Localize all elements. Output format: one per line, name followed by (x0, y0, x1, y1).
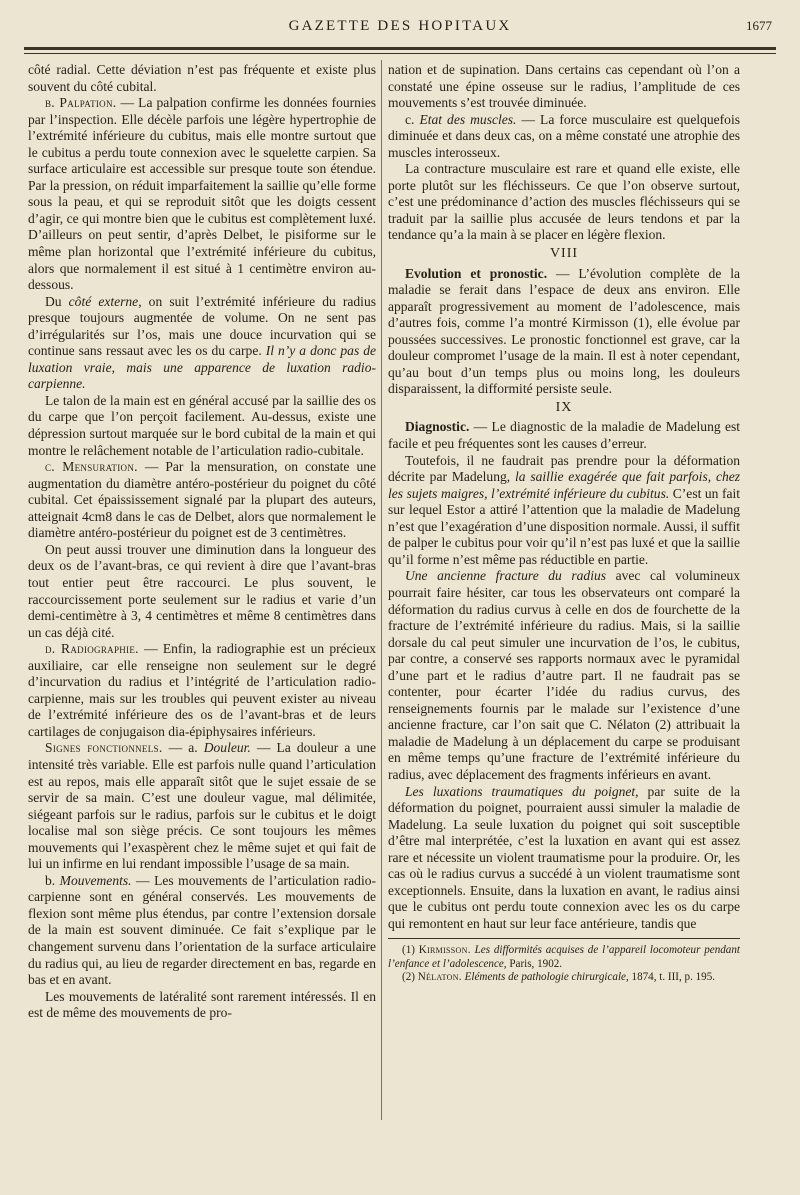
running-title: GAZETTE DES HOPITAUX (288, 18, 512, 34)
page-header (24, 14, 776, 44)
paragraph-text: — Enfin, la radiographie est un précieux auxiliaire, car elle renseigne non seulement sur le degré d’incurvation du radius et l’intégrité de l’articulation radio-carpienne, mais sur les troubles qui peuvent exister au niveau de l’extrémité inférieure des os de l’avant-bras et de leurs cartilages de conjugaison dia-épiphysaires inférieurs. (28, 641, 376, 739)
footnotes (388, 944, 740, 984)
italic-run: Etat des muscles. (419, 111, 517, 127)
text-run: Toutefois, il ne faudrait pas prendre pour la déformation décrite par Madelung, (388, 452, 740, 485)
paragraph-cote-externe (28, 294, 376, 393)
section-label: d. Radiographie. (45, 641, 139, 657)
section-heading: Diagnostic. (405, 419, 470, 435)
paragraph (388, 453, 740, 569)
paragraph-mouvements (28, 873, 376, 989)
footnote-number: (2) (402, 971, 418, 984)
text-run: — a. (162, 740, 204, 756)
paragraph-text: avec cal volumineux pourrait faire hésiter, car tous les observateurs ont comparé la déformation du radius curvus à celle en dos de fourchette de la fracture de l’extrémité inférieure du radius. Mais, si la saillie dorsale du cal peut simuler une incurvation de l’os, le cubitus, par contre, a conservé ses rapports normaux avec le pyramidal d’une part et le radius d’autre part. Il ne faudrait pas se contenter, pour écarter l’idée du radius curvus, des renseignements fournis par le malade sur l’existence d’une ancienne fracture, car l’on sait que C. Nélaton (2) attribuait la maladie de Madelung à un déplacement du carpe se produisant en même temps qu’une fracture de l’extrémité inférieure du radius, avec déplacement des fragments inférieurs en avant. (388, 568, 741, 782)
paragraph-palpation (28, 95, 376, 294)
italic-run: côté externe (68, 293, 139, 309)
section-number-ix: IX (555, 399, 573, 415)
section-number-viii: VIII (549, 246, 579, 262)
section-label: b. Palpation. (45, 95, 117, 111)
footnote-1 (388, 944, 740, 971)
page-number: 1677 (746, 18, 772, 33)
footnote-number: (1) (402, 944, 419, 957)
paragraph: Les mouvements de latéralité sont rarement intéressés. Il en est de même des mouvements de pro- (28, 988, 376, 1021)
footnote-text: Paris, 1902. (506, 957, 563, 970)
footnote-rule (388, 938, 740, 939)
paragraph-muscles (388, 112, 740, 162)
paragraph-luxations (388, 784, 740, 933)
paragraph-text: — La douleur a une intensité très variable. Elle est parfois nulle quand l’articulation est au repos, mais elle apparaît sitôt que le sujet essaie de se servir de sa main. C’est une douleur vague, mal délimitée, siégeant parfois sur le radius, parfois sur le cubitus et le doigt localise mal son siège précis. Ce sont toujours les mêmes mouvements qui l’exaspèrent chez le même sujet et qui fait de lui un infirme en lui rendant impossible l’usage de sa main. (28, 740, 377, 872)
left-column (28, 62, 376, 1022)
text-run: , on suit l’extrémité inférieure du radius presque toujours augmentée de volume. On ne sent pas d’irrégularités sur l’os, mais une douce incurvation qui se continue sans ressaut avec les os du carpe. (28, 293, 376, 359)
text-run: Du (45, 293, 69, 309)
footnote-author: Kirmisson. (418, 944, 471, 957)
text-run: b. (45, 872, 60, 888)
text-run: C’est un fait sur lequel Estor a attiré l’attention que la maladie de Madelung n’est que l’exagération d’une disposition normale. Aussi, il suffit de palper le cubitus pour voir qu’il n’est pas luxé et que la saillie qu’il forme n’est même pas réductible en partie. (388, 485, 740, 567)
paragraph-signes-fonctionnels (28, 740, 376, 872)
italic-run: Une ancienne fracture du radius (405, 568, 607, 584)
italic-run: Les luxations traumatiques du poignet (405, 783, 636, 799)
footnote-2 (388, 971, 740, 984)
paragraph-text: — Le diagnostic de la maladie de Madelung est facile et peu fréquentes sont les causes d’erreur. (388, 419, 740, 452)
paragraph: La contracture musculaire est rare et quand elle existe, elle porte plutôt sur les fléchisseurs. Ce que l’on observe surtout, c’est une prédominance d’action des muscles fléchisseurs qui se traduit par la saillie plus accusée de leurs tendons et par la tendance qu’a la main à se placer en légère flexion. (388, 161, 740, 243)
paragraph: côté radial. Cette déviation n’est pas fréquente et existe plus souvent du côté cubital. (28, 62, 376, 94)
paragraph-text: — Les mouvements de l’articulation radio-carpienne sont en général conservés. Les mouvements de flexion sont même plus étendus, par contre l’extension dorsale de la main est souvent diminuée. Ce fait s’explique par le changement survenu dans l’orientation de la surface articulaire du radius qui, au lieu de regarder directement en bas, regarde en bas et en avant. (28, 872, 376, 988)
paragraph: Le talon de la main est en général accusé par la saillie des os du carpe que l’on perçoit facilement. Au-dessus, existe une dépression surtout marquée sur le bord cubital de la main et qui montre le relâchement notable de l’articulation radio-cubitale. (28, 392, 376, 458)
footnote-author: Nélaton. (417, 971, 462, 984)
paragraph-text: — Par la mensuration, on constate une augmentation du diamètre antéro-postérieur du poignet du côté cubital. Cet épaississement signalé par la plupart des auteurs, atteignait 4cm8 dans le cas de Delbet, alors que normalement le diamètre antéro-postérieur du poignet est de 3 centimètres. (28, 459, 376, 541)
text-run: c. (405, 111, 420, 127)
paragraph-evolution (388, 266, 740, 398)
header-rule-thin (24, 53, 776, 54)
section-label: c. Mensuration. (45, 459, 138, 475)
header-rule-thick (24, 47, 776, 50)
footnote-title: Les difformités acquises de l’appareil locomoteur pendant l’enfance et l’adolescence, (388, 944, 740, 970)
paragraph-diagnostic (388, 419, 740, 452)
italic-run: Mouvements. (59, 872, 132, 888)
paragraph: On peut aussi trouver une diminution dans la longueur des deux os de l’avant-bras, ce qui revient à dire que l’avant-bras tout entier peut être raccourci. Le plus souvent, le raccourcissement porte seulement sur le radius et varie d’un demi-centimètre à 3, 4 centimètres et même 8 centimètres dans un cas déjà cité. (28, 541, 376, 640)
right-column (388, 62, 740, 985)
footnote-text: 1874, t. III, p. 195. (628, 971, 716, 984)
italic-run: la saillie exagérée que fait parfois, chez les sujets maigres, l’extrémité inférieure du cubitus. (388, 469, 741, 501)
column-divider (381, 60, 382, 1120)
italic-run: Douleur. (203, 740, 251, 756)
paragraph-mensuration (28, 459, 376, 542)
paragraph-fracture (388, 568, 740, 783)
paragraph-text: — La force musculaire est quelquefois diminuée et dans deux cas, on a même constaté une atrophie des muscles interosseux. (388, 111, 740, 160)
paragraph-text: — La palpation confirme les données fournies par l’inspection. Elle décèle parfois une légère hypertrophie de l’extrémité inférieure du cubitus, mais elle montre surtout que le cubitus a perdu toute connexion avec le squelette carpien. Sa surface articulaire est accessible sur presque toute son étendue. Par la pression, on réduit imparfaitement la saillie qu’elle forme sous la peau, et qui se reproduit sitôt que les doigts cessent d’agir, ce qui montre bien que le cubitus est complètement luxé. D’ailleurs on peut sentir, d’après Delbet, le pisiforme sur le même plan horizontal que l’extrémité inférieure du cubitus, alors que normalement il est situé à 1 centimètre environ au-dessous. (28, 95, 376, 293)
footnote-title: Eléments de pathologie chirurgicale, (461, 971, 629, 984)
paragraph-text: — L’évolution complète de la maladie se ferait dans l’espace de deux ans environ. Elle apparaît progressivement au moment de l’adolescence, mais d’autres fois, comme l’a montré Kirmisson (1), elle évolue par poussées successives. Le pronostic fonctionnel est grave, car la douleur compromet l’usage de la main. Il est à noter cependant, qu’au bout d’un temps plus ou moins long, les douleurs disparaissent, la difformité persiste seule. (388, 265, 740, 397)
section-label: Signes fonctionnels. (45, 740, 163, 756)
italic-run: Il n’y a donc pas de luxation vraie, mais une apparence de luxation radio-carpienne. (28, 343, 376, 392)
paragraph-radiographie (28, 641, 376, 740)
paragraph: nation et de supination. Dans certains cas cependant où l’on a constaté une épine osseuse sur le radius, l’amplitude de ces mouvements s’est trouvée diminuée. (388, 62, 740, 111)
section-heading: Evolution et pronostic. (405, 265, 548, 281)
paragraph-text: , par suite de la déformation du poignet, pourraient aussi simuler la maladie de Madelung. La seule luxation du poignet qui soit susceptible d’être mal interprétée, c’est la luxation en avant qui est assez rare et nécessite un violent traumatisme pour la produire. Or, les cas où le radius curvus a succédé à un violent traumatisme sont exceptionnels. Ensuite, dans la luxation en avant, le radius ainsi que le cubitus ont perdu toute connexion avec les os du carpe qui remontent en haut sur leur face antérieure, tandis que (388, 783, 740, 931)
